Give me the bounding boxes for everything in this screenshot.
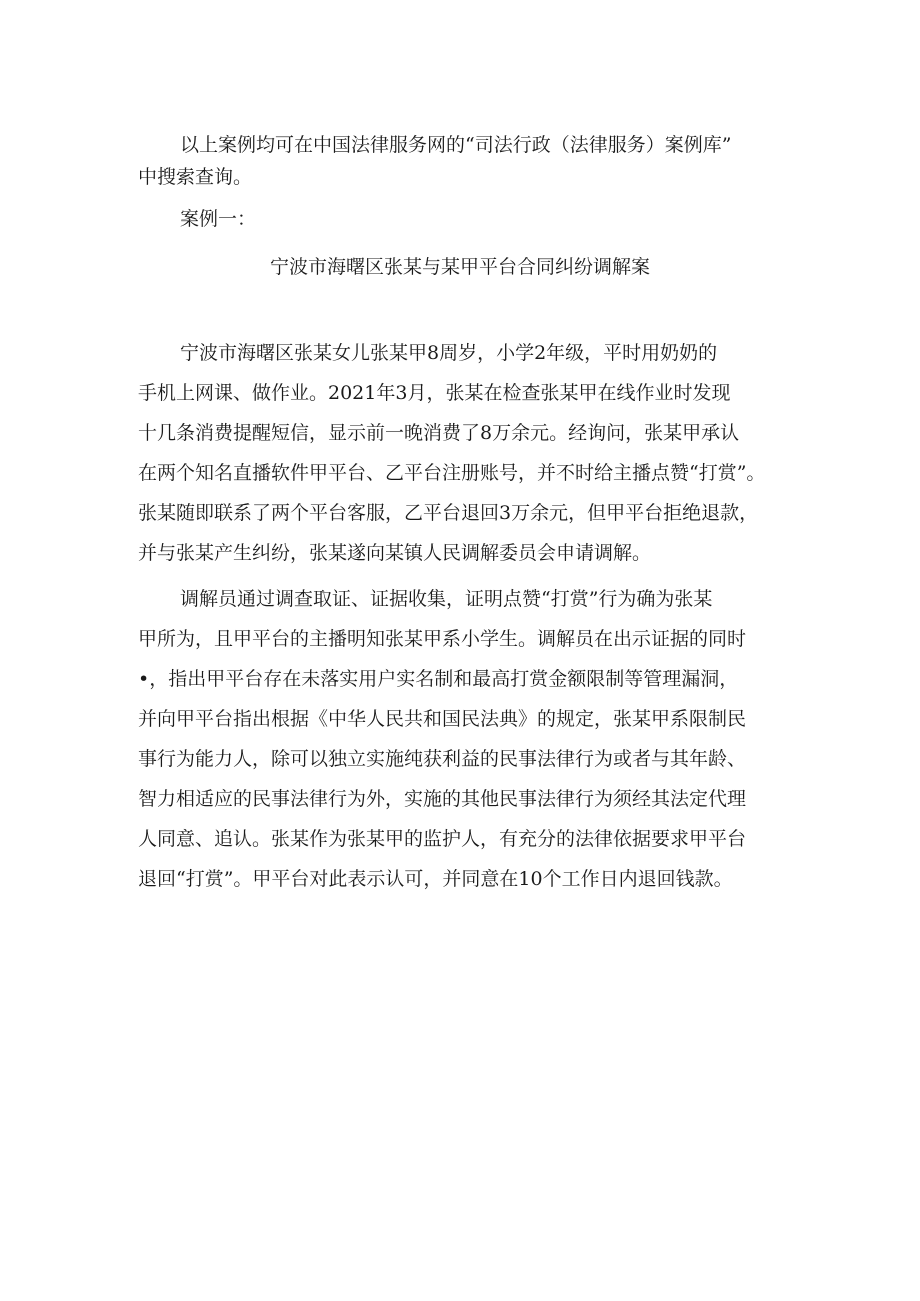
intro-line: 中搜索查询。 bbox=[138, 166, 253, 188]
paragraph-line: 宁波市海曙区张某女儿张某甲8周岁，小学2年级，平时用奶奶的 bbox=[180, 342, 718, 364]
paragraph-line: 甲所为，且甲平台的主播明知张某甲系小学生。调解员在出示证据的同时 bbox=[138, 628, 747, 650]
case-paragraph-1 bbox=[138, 333, 778, 573]
case-paragraph-2 bbox=[138, 579, 778, 899]
paragraph-line: 并向甲平台指出根据《中华人民共和国民法典》的规定，张某甲系限制民 bbox=[138, 708, 747, 730]
paragraph-line: 事行为能力人，除可以独立实施纯获利益的民事法律行为或者与其年龄、 bbox=[138, 748, 747, 770]
paragraph-line: 手机上网课、做作业。2021年3月，张某在检查张某甲在线作业时发现 bbox=[138, 382, 731, 404]
paragraph-line: 并与张某产生纠纷，张某遂向某镇人民调解委员会申请调解。 bbox=[138, 542, 652, 564]
intro-paragraph bbox=[138, 129, 778, 193]
case-body bbox=[138, 333, 778, 905]
paragraph-line: 调解员通过调查取证、证据收集，证明点赞“打赏”行为确为张某 bbox=[180, 588, 713, 610]
case-title: 宁波市海曙区张某与某甲平台合同纠纷调解案 bbox=[269, 256, 650, 278]
paragraph-line: •，指出甲平台存在未落实用户实名制和最高打赏金额限制等管理漏洞， bbox=[138, 668, 739, 690]
intro-line: 以上案例均可在中国法律服务网的“司法行政（法律服务）案例库” bbox=[180, 134, 732, 156]
paragraph-line: 智力相适应的民事法律行为外，实施的其他民事法律行为须经其法定代理 bbox=[138, 788, 747, 810]
paragraph-line: 人同意、追认。张某作为张某甲的监护人，有充分的法律依据要求甲平台 bbox=[138, 828, 747, 850]
paragraph-line: 在两个知名直播软件甲平台、乙平台注册账号，并不时给主播点赞“打赏”。 bbox=[138, 462, 766, 484]
case-label: 案例一： bbox=[180, 208, 257, 230]
paragraph-line: 十几条消费提醒短信，显示前一晚消费了8万余元。经询问，张某甲承认 bbox=[138, 422, 740, 444]
paragraph-line: 退回“打赏”。甲平台对此表示认可，并同意在10个工作日内退回钱款。 bbox=[138, 868, 733, 890]
paragraph-line: 张某随即联系了两个平台客服，乙平台退回3万余元，但甲平台拒绝退款， bbox=[138, 502, 759, 524]
